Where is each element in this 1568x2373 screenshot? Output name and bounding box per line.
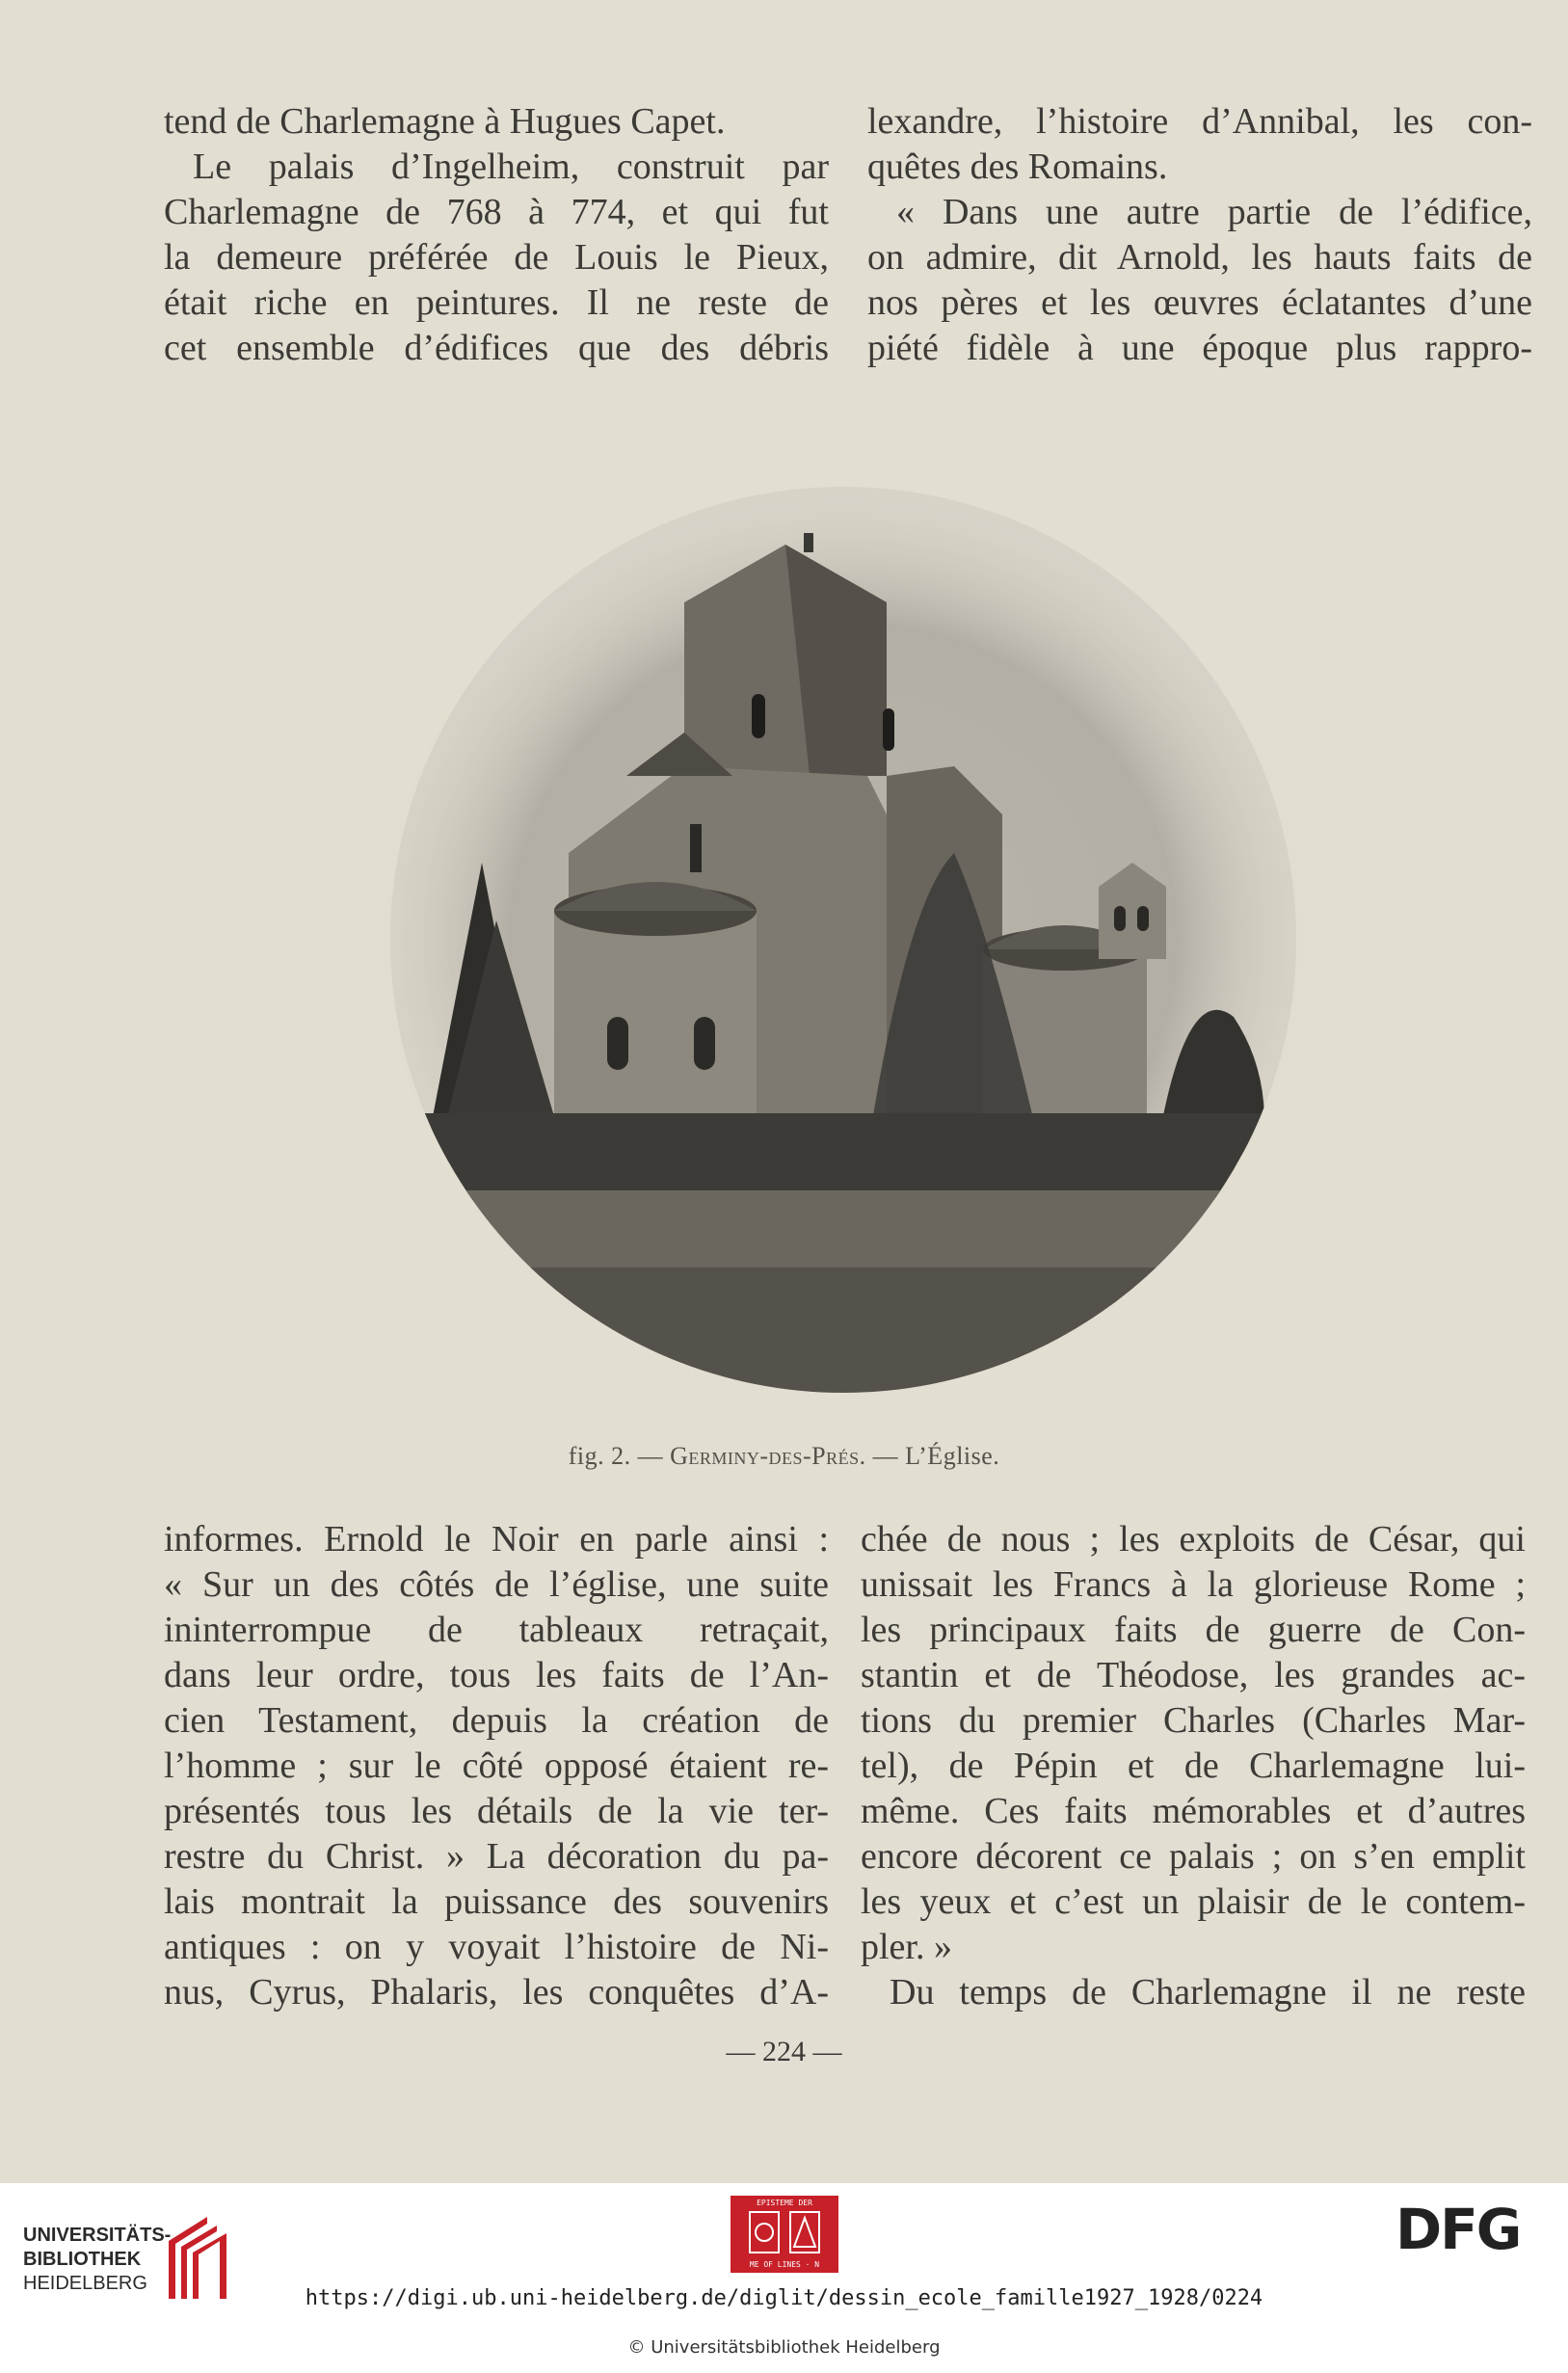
text-line: on admire, dit Arnold, les hauts faits de	[867, 237, 1532, 278]
text-line: lexandre, l’histoire d’Annibal, les con-	[867, 101, 1532, 142]
text-line: Le palais d’Ingelheim, construit par	[193, 147, 829, 187]
library-logo-line: UNIVERSITÄTS-	[23, 2225, 172, 2246]
text-line: même. Ces faits mémorables et d’autres	[861, 1791, 1526, 1831]
project-logo[interactable]	[731, 2196, 838, 2273]
text-line: l’homme ; sur le côté opposé étaient re-	[164, 1746, 829, 1786]
text-line: était riche en peintures. Il ne reste de	[164, 282, 829, 323]
dfg-logo[interactable]: DFG	[1395, 2197, 1521, 2262]
text-line: unissait les Francs à la glorieuse Rome ;	[861, 1564, 1526, 1605]
text-line: les principaux faits de guerre de Con-	[861, 1610, 1526, 1650]
text-column-top-right	[867, 99, 1532, 371]
text-line: cet ensemble d’édifices que des débris	[164, 328, 829, 368]
text-line: antiques : on y voyait l’histoire de Ni-	[164, 1927, 829, 1967]
text-line: dans leur ordre, tous les faits de l’An-	[164, 1655, 829, 1695]
text-line: nus, Cyrus, Phalaris, les conquêtes d’A-	[164, 1972, 829, 2013]
copyright-notice: © Universitätsbibliothek Heidelberg	[627, 2337, 941, 2358]
caption-suffix: — L’Église.	[872, 1442, 1000, 1470]
page-number: — 224 —	[726, 2036, 842, 2067]
text-line: tend de Charlemagne à Hugues Capet.	[164, 101, 726, 142]
project-logo-top-text: EPISTEME DER	[757, 2199, 812, 2207]
text-column-bottom-right	[861, 1517, 1526, 2015]
text-line: « Dans une autre partie de l’édifice,	[896, 192, 1532, 232]
text-line: restre du Christ. » La décoration du pa-	[164, 1836, 829, 1877]
text-line: stantin et de Théodose, les grandes ac-	[861, 1655, 1526, 1695]
text-line: pler. »	[861, 1927, 952, 1967]
church-photograph	[366, 400, 1320, 1393]
text-line: lais montrait la puissance des souvenirs	[164, 1881, 829, 1922]
project-logo-bottom-text: ME OF LINES · N	[749, 2260, 820, 2269]
caption-place: Germiny-des-Prés.	[670, 1442, 866, 1470]
text-line: quêtes des Romains.	[867, 147, 1168, 187]
text-line: présentés tous les détails de la vie ter-	[164, 1791, 829, 1831]
text-line: la demeure préférée de Louis le Pieux,	[164, 237, 829, 278]
text-line: encore décorent ce palais ; on s’en emplit	[861, 1836, 1526, 1877]
source-url-link[interactable]: https://digi.ub.uni-heidelberg.de/diglit/dessin_ecole_famille1927_1928/0224	[305, 2286, 1263, 2310]
text-column-top-left	[164, 99, 829, 371]
figure-caption	[0, 1442, 1568, 1471]
library-logo-text	[23, 2224, 171, 2296]
project-emblem-icon	[746, 2208, 823, 2256]
text-line: Charlemagne de 768 à 774, et qui fut	[164, 192, 829, 232]
text-line: chée de nous ; les exploits de César, qui	[861, 1519, 1526, 1560]
text-line: cien Testament, depuis la création de	[164, 1700, 829, 1741]
digitization-footer	[0, 2183, 1568, 2373]
text-line: les yeux et c’est un plaisir de le contem-	[861, 1881, 1526, 1922]
text-line: « Sur un des côtés de l’église, une suite	[164, 1564, 829, 1605]
library-logo-line: BIBLIOTHEK	[23, 2249, 142, 2270]
text-line: ininterrompue de tableaux retraçait,	[164, 1610, 829, 1650]
text-line: nos pères et les œuvres éclatantes d’une	[867, 282, 1532, 323]
text-column-bottom-left	[164, 1517, 829, 2015]
text-line: Du temps de Charlemagne il ne reste	[890, 1972, 1526, 2013]
text-line: tions du premier Charles (Charles Mar-	[861, 1700, 1526, 1741]
library-logo-line: HEIDELBERG	[23, 2273, 147, 2294]
text-line: piété fidèle à une époque plus rappro-	[867, 328, 1532, 368]
caption-prefix: fig. 2. —	[568, 1442, 664, 1470]
text-line: tel), de Pépin et de Charlemagne lui-	[861, 1746, 1526, 1786]
text-line: informes. Ernold le Noir en parle ainsi :	[164, 1519, 829, 1560]
